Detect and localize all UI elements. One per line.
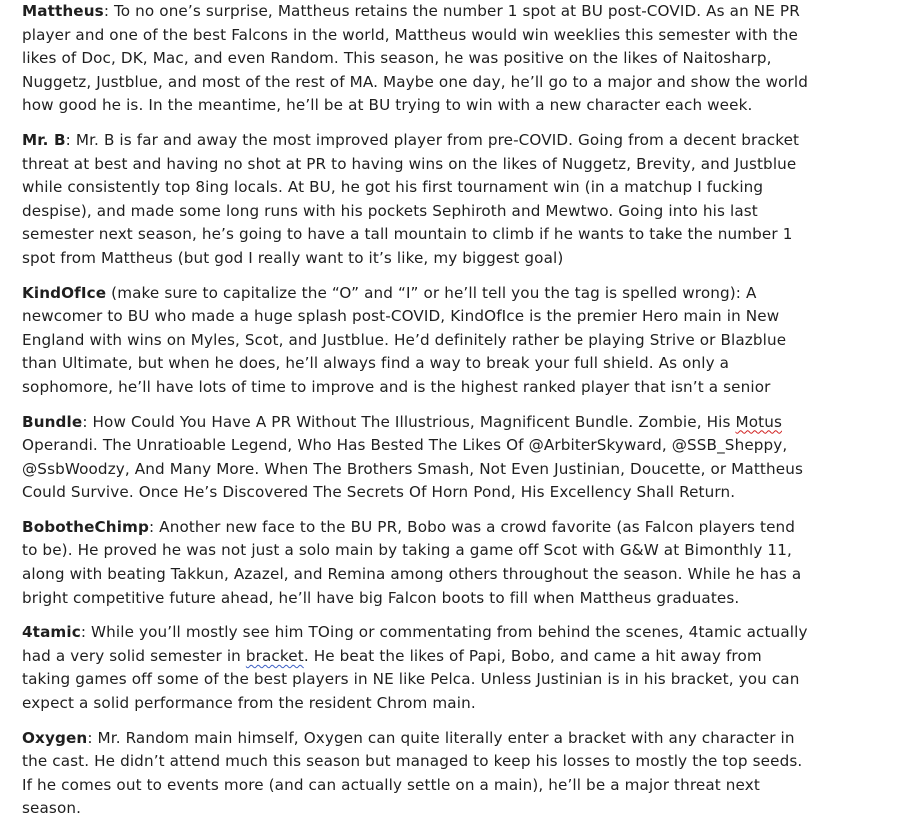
player-description: : Mr. Random main himself, Oxygen can quite literally enter a bracket with any character in the cast. He didn’t attend much this season but managed to keep his losses to mostly the top seeds. If he comes out to events more (and can actually settle on a main), he’ll be a major threat next season.	[22, 728, 803, 818]
player-description-start: : While you’ll mostly see him TOing or commentating from behind the scenes, 4tamic actually had a very solid semester in	[22, 623, 808, 665]
player-description: (make sure to capitalize the “O” and “I” or he’ll tell you the tag is spelled wrong): A newcomer to BU who made a huge splash post-COVID, KindOfIce is the premier Hero main in New England with wins on Myles, Scot, and Justblue. He’d definitely rather be playing Strive or Blazblue than Ultimate, but when he does, he’ll always find a way to break your full shield. As only a sophomore, he’ll have lots of time to improve and is the highest ranked player that isn’t a senior	[22, 283, 787, 396]
player-description: : To no one’s surprise, Mattheus retains the number 1 spot at BU post-COVID. As an NE PR player and one of the best Falcons in the world, Mattheus would win weeklies this semester with the likes of Doc, DK, Mac, and even Random. This season, he was positive on the likes of Naitosharp, Nuggetz, Justblue, and most of the rest of MA. Maybe one day, he’ll go to a major and show the world how good he is. In the meantime, he’ll be at BU trying to win with a new character each week.	[22, 2, 809, 115]
entry-4tamic	[22, 621, 812, 715]
entry-bobothechimp	[22, 516, 812, 610]
player-name: Oxygen	[22, 728, 88, 747]
entry-oxygen	[22, 727, 812, 821]
entry-mr-b	[22, 129, 812, 271]
entry-bundle	[22, 411, 812, 505]
player-description: : Mr. B is far and away the most improved player from pre-COVID. Going from a decent bracket threat at best and having no shot at PR to having wins on the likes of Nuggetz, Brevity, and Justblue while consistently top 8ing locals. At BU, he got his first tournament win (in a matchup I fucking despise), and made some long runs with his pockets Sephiroth and Mewtwo. Going into his last semester next season, he’s going to have a tall mountain to climb if he wants to take the number 1 spot from Mattheus (but god I really want to it’s like, my biggest goal)	[22, 130, 800, 267]
spellcheck-flagged-word[interactable]: Motus	[735, 412, 782, 431]
document-body	[22, 0, 812, 832]
player-name: Mr. B	[22, 130, 66, 149]
player-description-end: . He beat the likes of Papi, Bobo, and came a hit away from taking games off some of the best players in NE like Pelca. Unless Justinian is in his bracket, you can expect a solid performance from the resident Chrom main.	[22, 646, 800, 713]
player-name: KindOfIce	[22, 283, 107, 302]
player-name: Bundle	[22, 412, 83, 431]
player-description-start: : How Could You Have A PR Without The Illustrious, Magnificent Bundle. Zombie, His	[82, 412, 736, 431]
player-name: 4tamic	[22, 623, 81, 642]
player-description-end: Operandi. The Unratioable Legend, Who Has Bested The Likes Of @ArbiterSkyward, @SSB_Sheppy, @SsbWoodzy, And Many More. When The Brothers Smash, Not Even Justinian, Doucette, or Mattheus Could Survive. Once He’s Discovered The Secrets Of Horn Pond, His Excellency Shall Return.	[22, 436, 803, 502]
entry-mattheus	[22, 0, 812, 118]
grammar-flagged-word[interactable]: bracket	[245, 646, 304, 665]
player-name: BobotheChimp	[22, 517, 149, 536]
entry-kindofice	[22, 282, 812, 400]
player-name: Mattheus	[22, 2, 104, 20]
player-description: : Another new face to the BU PR, Bobo was a crowd favorite (as Falcon players tend to be). He proved he was not just a solo main by taking a game off Scot with G&W at Bimonthly 11, along with beating Takkun, Azazel, and Remina among others throughout the season. While he has a bright competitive future ahead, he’ll have big Falcon boots to fill when Mattheus graduates.	[22, 517, 802, 607]
